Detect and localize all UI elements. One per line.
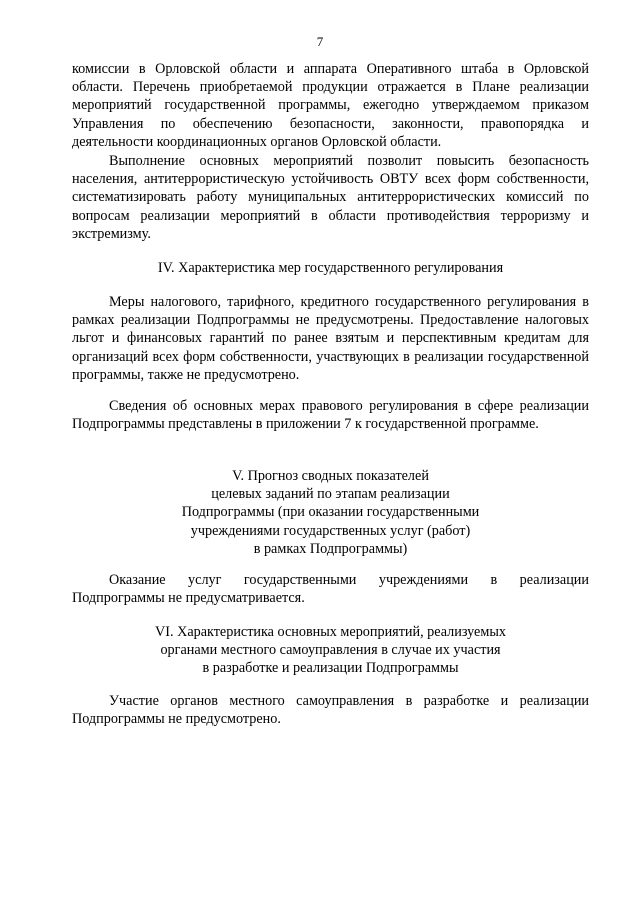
section-heading-v <box>72 467 589 558</box>
paragraph-regulation-measures <box>72 293 589 384</box>
paragraph-legal-regulation <box>72 397 589 433</box>
section-heading-vi <box>72 623 589 678</box>
paragraph-text: Меры налогового, тарифного, кредитного государственного регулирования в рамках реализации Подпрограммы не предусмотрены. Предоставление налоговых льгот и финансовых гарантий по ранее взятым и перспективным кредитам для организаций всех форм собственности, участвующих в реализации государственной программы, также не предусмотрено. <box>72 294 589 383</box>
heading-line: в рамках Подпрограммы) <box>253 540 408 557</box>
paragraph-text: Оказание услуг государственными учреждениями в реализации Подпрограммы не предусматривается. <box>72 572 589 607</box>
paragraph-text: Выполнение основных мероприятий позволит повысить безопасность населения, антитеррористическую устойчивость ОВТУ всех форм собственности, систематизировать работу муниципальных антитеррористических комиссий по вопросам реализации мероприятий в области противодействия терроризму и экстремизму. <box>72 153 589 242</box>
heading-line: в разработке и реализации Подпрограммы <box>202 660 459 677</box>
page-number: 7 <box>316 34 324 49</box>
paragraph-local-government <box>72 692 589 728</box>
heading-line: целевых заданий по этапам реализации <box>211 486 450 503</box>
paragraph-procurement <box>72 60 589 151</box>
heading-line: учреждениями государственных услуг (работ) <box>190 522 471 539</box>
heading-line: V. Прогноз сводных показателей <box>232 468 429 484</box>
heading-line: VI. Характеристика основных мероприятий, реализуемых <box>155 624 506 640</box>
paragraph-text: комиссии в Орловской области и аппарата Оперативного штаба в Орловской области. Перечень приобретаемой продукции отражается в Плане реализации мероприятий государственной программы, ежегодно утверждаемом приказом Управления по обеспечению безопасности, законности, правопорядка и деятельности координационных органов Орловской области. <box>72 61 589 150</box>
paragraph-services <box>72 571 589 607</box>
heading-text: IV. Характеристика мер государственного регулирования <box>157 260 504 276</box>
paragraph-text: Сведения об основных мерах правового регулирования в сфере реализации Подпрограммы представлены в приложении 7 к государственной программе. <box>72 398 589 433</box>
heading-line: Подпрограммы (при оказании государственными <box>181 504 480 521</box>
heading-line: органами местного самоуправления в случае их участия <box>160 642 501 659</box>
section-heading-iv <box>72 259 589 277</box>
paragraph-security-outcome <box>72 152 589 243</box>
paragraph-text: Участие органов местного самоуправления в разработке и реализации Подпрограммы не предусмотрено. <box>72 693 589 728</box>
